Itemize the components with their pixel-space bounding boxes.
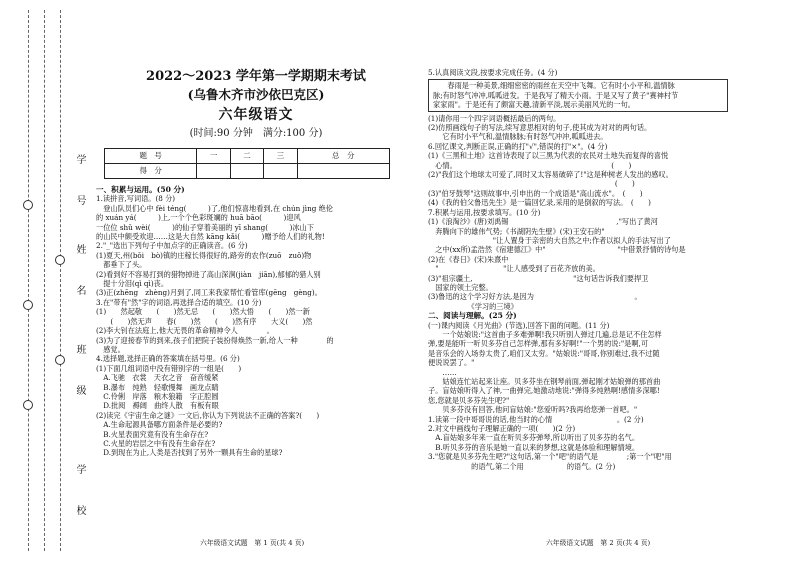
question-line: 4.选择题,选择正确的答案填在括号里。(6 分) xyxy=(96,354,240,364)
passage-line: 家家雨"。于是还有了颇富天趣,清新平淡,展示美丽风光的一句。 xyxy=(433,100,635,110)
question-line: (3)鲁迅的这个学习好方法,是因为 。 xyxy=(428,292,642,302)
score-head-cell: 一 xyxy=(197,149,230,164)
question-line: 1.读第一段中哥哥说的话,他当时的心情 。(2 分) xyxy=(428,414,644,424)
question-line: 7.积累与运用,按要求填写。(10 分) xyxy=(428,207,541,217)
binding-circle xyxy=(23,200,33,210)
question-line: (3)为了迎接春节的到来,孩子们把院子装扮得焕然一新,给人一种 的 xyxy=(96,335,334,345)
question-line: (1)请你用一个四字词语概括最后的两句。 xyxy=(428,113,561,123)
binding-circle xyxy=(23,300,33,310)
binding-line xyxy=(44,10,45,551)
question-line: (3)"祖宗疆土, "这句话告诉我们要捍卫 xyxy=(428,273,649,283)
question-line: (1)下面几组词语中没有错别字的一组是( ) xyxy=(96,363,242,373)
passage-line: 您,您就是贝多芬先生吧?" xyxy=(428,395,510,405)
binding-circle xyxy=(23,400,33,410)
question-line: 2."_"选出下列句子中加点字的正确读音。(6 分) xyxy=(96,241,248,251)
question-line: D.批阅 褥阔 曲终人散 有板有眼 xyxy=(96,401,219,411)
page-footer-left: 六年级语文试题 第 1 页(共 4 页) xyxy=(200,539,305,547)
question-line: 3.在"带有"然"字的词语,再选择合适的填空。(10 分) xyxy=(96,297,262,307)
question-line: (2)在《春日》(宋)朱熹中 xyxy=(428,254,509,264)
question-line: (2)看到好不容易打到的猎物掉进了高山深涧(jiàn jiān),郁郁的猎人别 xyxy=(96,269,321,279)
binding-line xyxy=(28,10,29,551)
question-line: B.听贝多芬的音乐是她一直以来的梦想,这就是体验和理解情境。 xyxy=(428,442,640,452)
score-head-cell: 题 号 xyxy=(105,149,197,164)
question-line: 6.回忆课文,判断正误,正确的打"√",错误的打"×"。(4 分) xyxy=(428,141,608,151)
question-line: (1) 然起敬 ( )然无忌 ( )然大悟 ( )然一新 xyxy=(96,307,310,317)
question-line: (1)夏天,州(bǒi bò)镇的庄稼长得很好的,路旁的农作(zuō zuǒ)物 xyxy=(96,250,312,260)
question-line: 它有时小平气和,温情脉脉;有时怒气冲冲,呱呱进去。 xyxy=(428,132,608,142)
passage-line: 是音乐会的入场券太贵了,咱们又太穷。"姑娘说:"哥哥,你别难过,我不过随 xyxy=(428,348,660,358)
question-line: " "让人感受到了百花齐放的美。 xyxy=(428,264,600,274)
score-cell[interactable] xyxy=(264,164,297,179)
question-line: 提十分泪(qì qì)丧。 xyxy=(96,279,169,289)
question-line: ( ) xyxy=(428,179,635,189)
passage-line: 弹,要是能听一听贝多芬自己怎样弹,那有多好啊!"一个男的说:"是啊,可 xyxy=(428,339,649,349)
question-line: A.生命起源具备哪方面条件是必要的? xyxy=(96,420,223,430)
question-line: C.火星的岩层之中有没有生命存在? xyxy=(96,438,216,448)
question-line: (1)《浪淘沙》(唐)刘禹锡 ,"写出了黄河 xyxy=(428,217,658,227)
question-line: (2)仿照画线句子的写法,续写意思相对的句子,使其成为对对的两句话。 xyxy=(428,123,652,133)
question-line: (4)《我的伯父鲁迅先生》是一篇回忆录,采用的是倒叙的写法。 ( ) xyxy=(428,198,651,208)
question-line: (一)课内阅读《月光曲》(节选),回答下面的问题。(11 分) xyxy=(428,320,610,330)
binding-label-student-number: 学 号 xyxy=(72,150,87,223)
question-line: D.到现在为止,人类是否找到了另外一颗具有生命的星球? xyxy=(96,448,283,458)
question-line: 登山队员们心中 fèi téng( )了,他们惊喜地看到,在 chún jìng 绝伦 xyxy=(96,203,333,213)
question-line: 都垂下了头。 xyxy=(96,260,147,270)
question-line: 奔腾向下的雄伟气势;《书湖阴先生壁》(宋)王安石的" xyxy=(428,226,605,236)
question-line: 的语气,第二个用 的语气。(2 分) xyxy=(428,461,616,471)
binding-label-school: 学 校 xyxy=(72,460,87,533)
passage-line: 子。盲姑娘听得入了神,一曲弹完,她激动地说:"弹得多纯熟啊!感情多深哪! xyxy=(428,386,660,396)
left-column xyxy=(96,68,416,458)
question-line: A.盲姑娘多年来一直在听贝多芬弹琴,所以听出了贝多芬的名气。 xyxy=(428,433,640,443)
page-footer-right: 六年级语文试题 第 2 页(共 4 页) xyxy=(546,539,651,547)
binding-circle xyxy=(55,255,65,265)
question-line: (2)李大钊在法庭上,他大无畏的革命精神令人 。 xyxy=(96,326,274,336)
question-line: "让人置身于亲密的大自然之中;作者以拟人的手法写出了 xyxy=(428,235,671,245)
score-cell[interactable] xyxy=(297,164,389,179)
left-question-lines xyxy=(96,194,416,457)
score-table-head xyxy=(105,149,390,164)
question-line: 的 xuán yá( )上,一个个色彩斑斓的 huā bāo( )迎风 xyxy=(96,213,301,223)
binding-label-name: 姓 名 xyxy=(72,240,87,313)
question-line: B.瀑布 纯熟 轻歌慢舞 画龙点睛 xyxy=(96,382,219,392)
question-line: (3)正(zhēng zhèng)月到了,同工来我家帮忙看管库(gēng gèng)。 xyxy=(96,288,322,298)
score-table xyxy=(104,148,390,179)
passage-line: 脉;有时怒气冲冲,呱呱迸发。于是我写了精天小雨。于是又写了黄子"赛神村节 xyxy=(433,90,679,100)
score-cell[interactable] xyxy=(197,164,230,179)
question-line: 的山民中颇受欢迎……这是大自然 kāng kǎi( )赠予给人们的礼物! xyxy=(96,232,325,242)
passage-line: 一个姑娘说:"这首曲子多难弹啊!我只听别人弹过几遍,总是记不住怎样 xyxy=(428,329,662,339)
passage-line: 姑娘连忙站起来让座。贝多芬坐在钢琴前面,弹起刚才姑娘弹的那首曲 xyxy=(428,377,661,386)
score-cell[interactable] xyxy=(230,164,263,179)
question-line: ( )然无声 春( )然 ( )然有序 大义( )然 xyxy=(96,316,313,326)
binding-label-class: 班 级 xyxy=(72,340,87,413)
passage-line: 便说说罢了。" xyxy=(428,358,475,368)
question-line: 国家的领土完整。 xyxy=(428,282,493,292)
section-heading: 一、积累与运用。(50 分) xyxy=(96,185,185,194)
score-head-cell: 总 分 xyxy=(297,149,389,164)
question-line: (2)"我们这个地球太可爱了,同时又太容易破碎了!"这是种树老人发出的感叹。 xyxy=(428,170,673,180)
question-line: (3)"伯牙鼓琴"这则故事中,引申出的一个成语是"高山流水"。 ( ) xyxy=(428,188,643,198)
question-line: 5.认真阅读文段,按要求完成任务。(4 分) xyxy=(428,68,558,77)
exam-title: 2022～2023 学年第一学期期末考试 xyxy=(146,69,366,84)
score-head-cell: 二 xyxy=(230,149,263,164)
score-head-cell: 三 xyxy=(264,149,297,164)
exam-region: (乌鲁木齐市沙依巴克区) xyxy=(187,87,325,102)
passage-line: …… xyxy=(428,367,457,377)
question-line: 2.对文中画线句子理解正确的一项( )(2 分) xyxy=(428,424,576,434)
passage-line: 春雨是一种美景,细细密密的雨丝在天空中飞舞。它有时小小平和,温情脉 xyxy=(433,81,675,91)
binding-line xyxy=(60,10,61,551)
question-line: B.火星表面究竟有没有生命存在? xyxy=(96,429,209,439)
score-table-row xyxy=(105,164,390,179)
question-line: (1)《三黑和土地》这首诗表现了以三黑为代表的农民对土地失而复得的喜悦 xyxy=(428,151,669,161)
passage-line: 贝多芬没有回答,他问盲姑娘:"您爱听吗?我再给您弹一首吧。" xyxy=(428,405,638,415)
reading-passage-box xyxy=(428,79,728,111)
section-heading: 二、阅读与理解。(25 分) xyxy=(428,311,517,321)
right-column xyxy=(428,68,728,471)
question-line: (2)读完《宇宙生命之谜》一文后,你认为下列说法不正确的答案?( ) xyxy=(96,410,320,420)
question-line: A.飞驰 衣裳 天衣之音 奋音缓紧 xyxy=(96,373,219,383)
score-row-label: 得 分 xyxy=(105,164,197,179)
question-line: 3."您就是贝多芬先生吧?"这句话,第一个"吧"的语气是 ;第一个"吧"用 xyxy=(428,452,672,462)
question-line: C.伶俐 岸落 粮木狼籍 字正腔圆 xyxy=(96,391,219,401)
question-line: 1.读拼音,写词语。(8 分) xyxy=(96,194,176,204)
binding-margin xyxy=(0,0,88,561)
exam-subject: 六年级语文 xyxy=(218,107,294,123)
exam-meta: (时间:90 分钟 满分:100 分) xyxy=(189,128,323,139)
question-line: 之中(xx所)孟浩然《宿建德江》中" "中借景抒情的诗句是 xyxy=(428,245,686,255)
question-line: 心情。 ( ) xyxy=(428,160,632,170)
question-line: 《学习的三境》 xyxy=(428,301,518,311)
question-line: 感觉。 xyxy=(96,344,125,354)
binding-circle xyxy=(55,355,65,365)
question-line: 一位位 shǔ wèi( )的仙子穿着美丽的 yī shang( )冰山下 xyxy=(96,222,314,232)
